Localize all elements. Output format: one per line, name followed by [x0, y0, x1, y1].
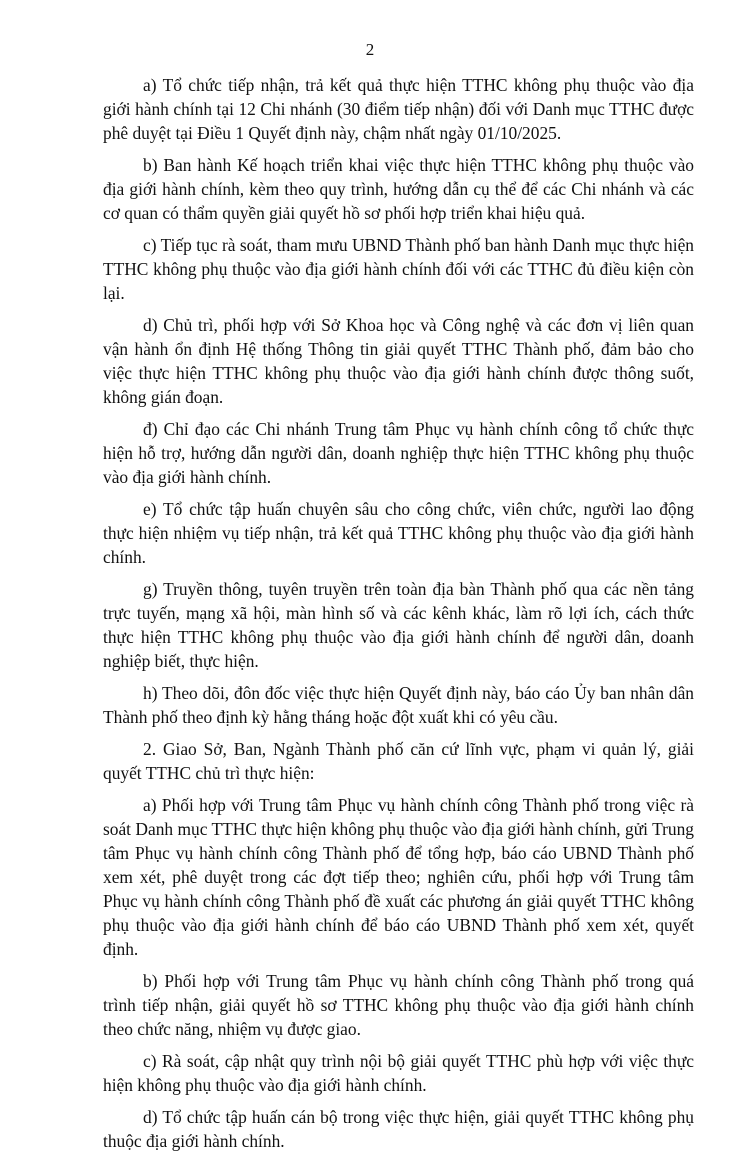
- paragraph-2c: c) Rà soát, cập nhật quy trình nội bộ giải quyết TTHC phù hợp với việc thực hiện không phụ thuộc vào địa giới hành chính.: [103, 1051, 694, 1095]
- paragraph-1d: d) Chủ trì, phối hợp với Sở Khoa học và Công nghệ và các đơn vị liên quan vận hành ổn định Hệ thống Thông tin giải quyết TTHC Thành phố, đảm bảo cho việc thực hiện TTHC không phụ thuộc vào địa giới hành chính được thông suốt, không gián đoạn.: [103, 315, 694, 407]
- paragraph-2a: a) Phối hợp với Trung tâm Phục vụ hành chính công Thành phố trong việc rà soát Danh mục TTHC thực hiện không phụ thuộc vào địa giới hành chính, gửi Trung tâm Phục vụ hành chính công Thành phố để tổng hợp, báo cáo UBND Thành phố xem xét, phê duyệt trong các đợt tiếp theo; nghiên cứu, phối hợp với Trung tâm Phục vụ hành chính công Thành phố đề xuất các phương án giải quyết TTHC không phụ thuộc vào địa giới hành chính để báo cáo UBND Thành phố xem xét, quyết định.: [103, 795, 694, 959]
- paragraph-1e: e) Tổ chức tập huấn chuyên sâu cho công chức, viên chức, người lao động thực hiện nhiệm vụ tiếp nhận, trả kết quả TTHC không phụ thuộc vào địa giới hành chính.: [103, 499, 694, 567]
- paragraph-1c: c) Tiếp tục rà soát, tham mưu UBND Thành phố ban hành Danh mục thực hiện TTHC không phụ thuộc vào địa giới hành chính đối với các TTHC đủ điều kiện còn lại.: [103, 235, 694, 303]
- paragraph-2: 2. Giao Sở, Ban, Ngành Thành phố căn cứ lĩnh vực, phạm vi quản lý, giải quyết TTHC chủ trì thực hiện:: [103, 739, 694, 783]
- paragraph-2d: d) Tổ chức tập huấn cán bộ trong việc thực hiện, giải quyết TTHC không phụ thuộc địa giới hành chính.: [103, 1107, 694, 1151]
- paragraph-1b: b) Ban hành Kế hoạch triển khai việc thực hiện TTHC không phụ thuộc vào địa giới hành chính, kèm theo quy trình, hướng dẫn cụ thể để các Chi nhánh và các cơ quan có thẩm quyền giải quyết hồ sơ phối hợp triển khai hiệu quả.: [103, 155, 694, 223]
- page-number: 2: [365, 40, 375, 59]
- paragraph-1h: h) Theo dõi, đôn đốc việc thực hiện Quyết định này, báo cáo Ủy ban nhân dân Thành phố theo định kỳ hằng tháng hoặc đột xuất khi có yêu cầu.: [103, 683, 694, 727]
- paragraph-1dd: đ) Chỉ đạo các Chi nhánh Trung tâm Phục vụ hành chính công tổ chức thực hiện hỗ trợ, hướng dẫn người dân, doanh nghiệp thực hiện TTHC không phụ thuộc vào địa giới hành chính.: [103, 419, 694, 487]
- document-body: [103, 73, 694, 1153]
- paragraph-1g: g) Truyền thông, tuyên truyền trên toàn địa bàn Thành phố qua các nền tảng trực tuyến, mạng xã hội, màn hình số và các kênh khác, làm rõ lợi ích, cách thức thực hiện TTHC không phụ thuộc vào địa giới hành chính để người dân, doanh nghiệp biết, thực hiện.: [103, 579, 694, 671]
- paragraph-2b: b) Phối hợp với Trung tâm Phục vụ hành chính công Thành phố trong quá trình tiếp nhận, giải quyết hồ sơ TTHC không phụ thuộc vào địa giới hành chính theo chức năng, nhiệm vụ được giao.: [103, 971, 694, 1039]
- paragraph-1a: a) Tổ chức tiếp nhận, trả kết quả thực hiện TTHC không phụ thuộc vào địa giới hành chính tại 12 Chi nhánh (30 điểm tiếp nhận) đối với Danh mục TTHC được phê duyệt tại Điều 1 Quyết định này, chậm nhất ngày 01/10/2025.: [103, 75, 694, 143]
